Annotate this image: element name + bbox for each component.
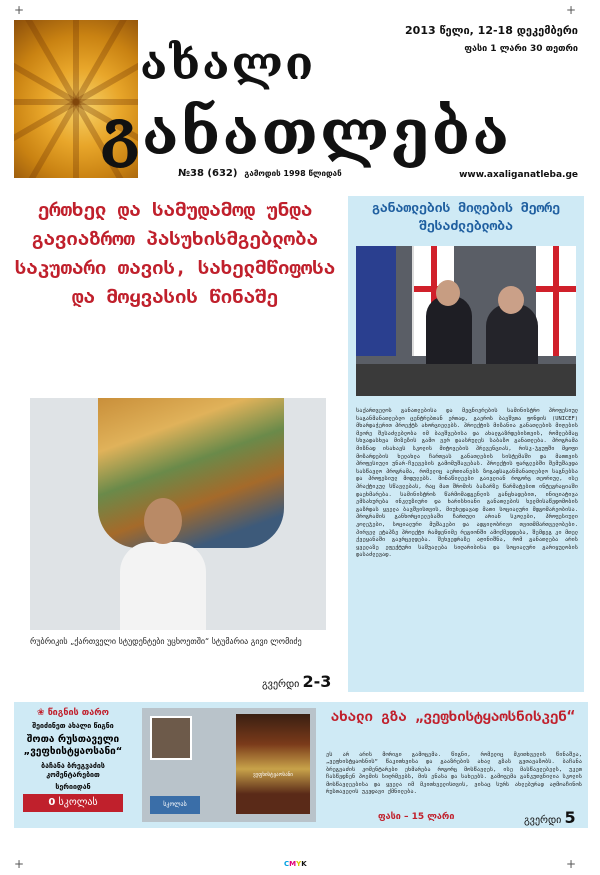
georgia-flag xyxy=(536,246,576,356)
crop-mark: + xyxy=(566,857,577,871)
meeting-photo xyxy=(356,246,576,396)
book-price: ფასი – 15 ლარი xyxy=(378,812,455,822)
right-headline[interactable]: განათლების მიღების მეორე შესაძლებლობა xyxy=(372,201,560,234)
masthead-title-line2: განათლება xyxy=(100,96,512,169)
promo-series: სერიიდან xyxy=(55,783,91,791)
masthead-title-line1: ახალი xyxy=(140,36,316,90)
lead-photo xyxy=(30,398,326,630)
website-link[interactable]: www.axaliganatleba.ge xyxy=(459,170,578,180)
lead-page-reference[interactable]: გვერდი 2-3 xyxy=(262,672,332,691)
lead-headline[interactable]: ერთხელ და სამუდამოდ უნდა გავიაზროთ პასუხისმგებლობა საკუთარი თავის, სახელმწიფოსა და მოყვასის წინაშე xyxy=(14,199,336,308)
issue-number: №38 (632) გამოდის 1998 წლიდან xyxy=(178,168,342,179)
book-page-reference[interactable]: გვერდი 5 xyxy=(524,808,576,827)
cmyk-registration-label: CMYK xyxy=(284,860,307,868)
lead-photo-caption: რუბრიკის „ქართველი სტუდენტები უცხოეთში“ სტუმარია გივი ლომიძე xyxy=(30,637,302,646)
book-shelf-icon: ❀ xyxy=(37,708,45,718)
promo-subtitle: შეიძინეთ ახალი წიგნი xyxy=(32,722,114,730)
book-promo[interactable] xyxy=(16,706,130,824)
new-book-headline[interactable]: ახალი გზა „ვეფხისტყაოსნისკენ“ xyxy=(330,709,576,725)
promo-book-title: შოთა რუსთაველი „ვეფხისტყაოსანი“ xyxy=(23,734,123,757)
series-brand-logo: 0 სკოლას xyxy=(23,794,123,812)
publisher-logo: სკოლას xyxy=(150,796,200,814)
issue-price: ფასი 1 ლარი 30 თეთრი xyxy=(464,44,578,54)
new-book-body: ეს არ არის მორიგი გამოცემა. წიგნი, რომელიც მკითხველის წინაშეა, „ვეფხისტყაოსნის“ წაკითხვისა და გააზრების ახალ გზას გვთავაზობს. ბაჩანა ბრეგვაძის კომენტარები ეხმარება როგორც მოსწავლეს, ისე მასწავლებელს, უკეთ ჩასწვდნენ პოემის სიღრმეებს, მის ენასა და სახეებს. გამოცემა განკუთვნილია სკოლის მოსწავლეებისა და ყველა იმ მკითხველისთვის, ვისაც სურს ახლებურად აღმოაჩინოს რუსთაველის უკვდავი ქმნილება. xyxy=(326,752,582,796)
author-photo xyxy=(150,716,192,760)
crop-mark: + xyxy=(14,857,25,871)
right-article-body: საქართველოს განათლებისა და მეცნიერების სამინისტრო პროფესიულ საგანმანათლებლო ცენტრებთან ერთად, გაეროს ბავშვთა ფონდის (UNICEF) მხარდაჭერით პროექტს ახორციელებს. პროექტის მიზანია განათლების მიღების მეორე შესაძლებლობა იმ ბავშვებისა და ახალგაზრდებისთვის, რომლებმაც სხვადასხვა მიზეზის გამო ვერ დაასრულეს საბაზო განათლება. პროგრამა მიზნად ისახავს სკოლის მიტოვების პრევენციას, რისკ-ჯგუფში მყოფი მოზარდების ხელახლა ჩართვას განათლების სისტემაში და მათთვის პროფესიული უნარ-ჩვევების გამომუშავებას. პროექტის ფარგლებში შემუშავდა სასწავლო პროგრამა, რომელიც აერთიანებს ზოგადსაგანმანათლებლო საგნებსა და პროფესიულ მოდულებს. მონაწილეები გაივლიან როგორც თეორიულ, ისე პრაქტიკულ სწავლებას, რაც მათ შრომის ბაზარზე წარმატებით ინტეგრაციაში დაეხმარება. სამინისტროს წარმომადგენლის განცხადებით, ინიციატივა ემსახურება ინკლუზიური და ხარისხიანი განათლების ხელმისაწვდომობის გაზრდას ყველა ბავშვისთვის, მიუხედავად მათი სოციალური მდგომარეობისა. პროგრამის განხორციელებაში ჩართული არიან სკოლები, პროფესიული კოლეჯები, სოციალური მუშაკები და ადგილობრივი თვითმმართველობები. პირველ ეტაპზე პროექტი რამდენიმე რეგიონში ამოქმედდება, შემდეგ კი მთელ ქვეყანაში გავრცელდება. შეხვედრაზე აღინიშნა, რომ განათლება არის ყველაზე ეფექტური საშუალება სიღარიბისა და სოციალური გარიყულობის დასაძლევად. xyxy=(356,408,578,559)
crop-mark: + xyxy=(14,3,25,17)
meeting-table xyxy=(356,364,576,396)
crop-mark: + xyxy=(566,3,577,17)
book-shelf-label: ❀ წიგნის თარო xyxy=(37,708,109,718)
portrait-figure xyxy=(120,498,206,630)
book-image xyxy=(142,708,316,822)
promo-commentary: ბაჩანა ბრეგვაძის კომენტარებით xyxy=(41,762,105,779)
since-label: გამოდის 1998 წლიდან xyxy=(244,169,342,178)
eu-flag xyxy=(356,246,396,356)
book-cover: ვეფხისტყაოსანი xyxy=(236,714,310,814)
issue-date: 2013 წელი, 12-18 დეკემბერი xyxy=(405,24,578,37)
